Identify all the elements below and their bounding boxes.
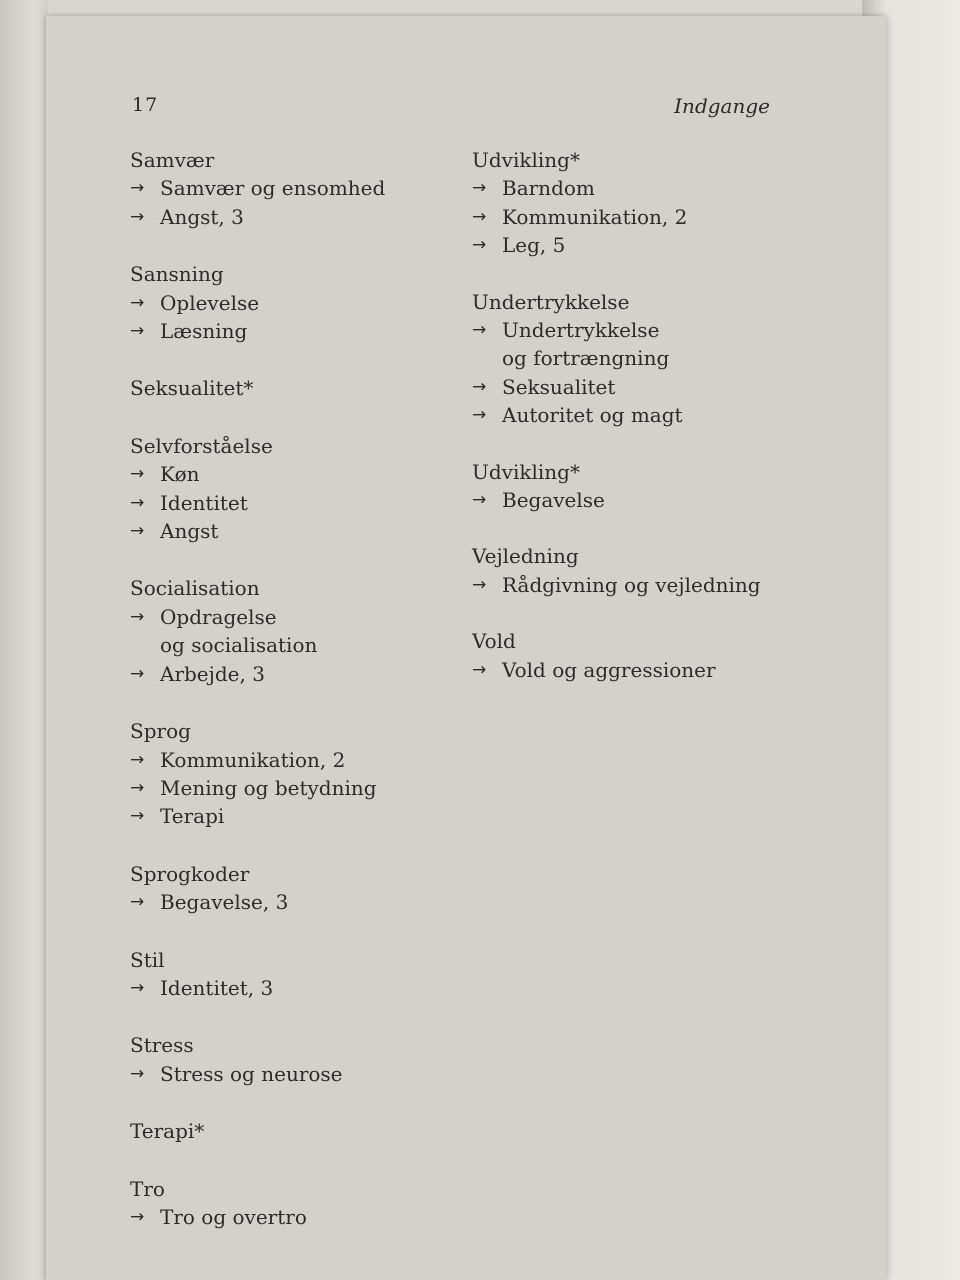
cross-reference bbox=[472, 373, 802, 401]
index-entry bbox=[130, 717, 460, 831]
book-page bbox=[46, 16, 886, 1280]
arrow-right-icon: → bbox=[472, 235, 487, 256]
cross-reference bbox=[130, 317, 460, 345]
cross-reference bbox=[130, 603, 460, 631]
cross-reference-text: Terapi bbox=[160, 804, 225, 829]
cross-reference-continuation: og fortrængning bbox=[502, 346, 670, 371]
index-column-left bbox=[130, 146, 460, 1260]
index-term: Stress bbox=[130, 1033, 194, 1058]
cross-reference-text: Kommunikation, 2 bbox=[502, 204, 688, 229]
index-term: Sprog bbox=[130, 719, 191, 744]
cross-reference bbox=[130, 888, 460, 916]
index-term: Udvikling* bbox=[472, 459, 580, 484]
cross-reference bbox=[130, 802, 460, 830]
cross-reference bbox=[472, 571, 802, 599]
arrow-right-icon: → bbox=[472, 405, 487, 426]
index-entry bbox=[472, 627, 802, 684]
cross-reference-text: Læsning bbox=[160, 319, 248, 344]
arrow-right-icon: → bbox=[130, 178, 145, 199]
cross-reference-text: Undertrykkelse bbox=[502, 318, 660, 343]
index-term: Sansning bbox=[130, 262, 224, 287]
arrow-right-icon: → bbox=[130, 492, 145, 513]
cross-reference-continuation: og socialisation bbox=[160, 633, 318, 658]
cross-reference bbox=[130, 1203, 460, 1231]
cross-reference-text: Barndom bbox=[502, 176, 595, 201]
index-entry bbox=[130, 374, 460, 402]
index-entry bbox=[472, 458, 802, 515]
index-term: Socialisation bbox=[130, 576, 260, 601]
arrow-right-icon: → bbox=[130, 977, 145, 998]
cross-reference bbox=[472, 401, 802, 429]
cross-reference-text: Begavelse, 3 bbox=[160, 890, 289, 915]
arrow-right-icon: → bbox=[130, 777, 145, 798]
arrow-right-icon: → bbox=[130, 1206, 145, 1227]
cross-reference bbox=[130, 289, 460, 317]
index-entry bbox=[130, 946, 460, 1003]
cross-reference bbox=[472, 486, 802, 514]
index-term: Selvforståelse bbox=[130, 433, 273, 458]
index-term: Seksualitet* bbox=[130, 376, 254, 401]
cross-reference-text: Identitet bbox=[160, 490, 248, 515]
index-entry bbox=[130, 1175, 460, 1232]
index-entry bbox=[130, 574, 460, 688]
arrow-right-icon: → bbox=[472, 659, 487, 680]
cross-reference-text: Rådgivning og vejledning bbox=[502, 572, 761, 597]
cross-reference bbox=[130, 1060, 460, 1088]
index-column-right bbox=[472, 146, 802, 712]
arrow-right-icon: → bbox=[130, 1063, 145, 1084]
cross-reference bbox=[130, 174, 460, 202]
cross-reference-text: Angst, 3 bbox=[160, 204, 244, 229]
cross-reference-text: Seksualitet bbox=[502, 374, 616, 399]
index-term: Tro bbox=[130, 1176, 165, 1201]
cross-reference-text: Køn bbox=[160, 462, 200, 487]
index-term: Vejledning bbox=[472, 544, 579, 569]
arrow-right-icon: → bbox=[130, 292, 145, 313]
index-entry bbox=[130, 1117, 460, 1145]
cross-reference-text: Kommunikation, 2 bbox=[160, 747, 346, 772]
index-term: Terapi* bbox=[130, 1119, 205, 1144]
cross-reference bbox=[130, 974, 460, 1002]
cross-reference bbox=[472, 316, 802, 344]
cross-reference-text: Samvær og ensomhed bbox=[160, 176, 386, 201]
cross-reference-text: Arbejde, 3 bbox=[160, 661, 265, 686]
cross-reference bbox=[130, 660, 460, 688]
cross-reference bbox=[130, 517, 460, 545]
index-entry bbox=[472, 288, 802, 430]
arrow-right-icon: → bbox=[472, 376, 487, 397]
index-term: Stil bbox=[130, 947, 165, 972]
arrow-right-icon: → bbox=[130, 806, 145, 827]
arrow-right-icon: → bbox=[130, 321, 145, 342]
cross-reference bbox=[130, 460, 460, 488]
arrow-right-icon: → bbox=[472, 320, 487, 341]
cross-reference bbox=[472, 656, 802, 684]
cross-reference-text: Stress og neurose bbox=[160, 1061, 343, 1086]
index-entry bbox=[472, 542, 802, 599]
cross-reference-text: Opdragelse bbox=[160, 604, 277, 629]
cross-reference bbox=[472, 231, 802, 259]
arrow-right-icon: → bbox=[472, 490, 487, 511]
cross-reference bbox=[472, 174, 802, 202]
background-left bbox=[0, 0, 48, 1280]
index-entry bbox=[130, 1031, 460, 1088]
cross-reference-text: Oplevelse bbox=[160, 290, 260, 315]
cross-reference-text: Tro og overtro bbox=[160, 1204, 307, 1229]
cross-reference bbox=[130, 746, 460, 774]
cross-reference bbox=[130, 489, 460, 517]
arrow-right-icon: → bbox=[472, 178, 487, 199]
cross-reference bbox=[130, 203, 460, 231]
arrow-right-icon: → bbox=[472, 574, 487, 595]
cross-reference-text: Vold og aggressioner bbox=[502, 657, 716, 682]
index-entry bbox=[472, 146, 802, 260]
cross-reference-text: Autoritet og magt bbox=[502, 403, 683, 428]
arrow-right-icon: → bbox=[130, 749, 145, 770]
cross-reference-text: Mening og betydning bbox=[160, 775, 377, 800]
arrow-right-icon: → bbox=[130, 892, 145, 913]
index-term: Sprogkoder bbox=[130, 861, 250, 886]
cross-reference bbox=[472, 203, 802, 231]
cross-reference bbox=[130, 774, 460, 802]
index-entry bbox=[130, 260, 460, 345]
arrow-right-icon: → bbox=[130, 206, 145, 227]
arrow-right-icon: → bbox=[130, 606, 145, 627]
index-term: Udvikling* bbox=[472, 148, 580, 172]
index-term: Undertrykkelse bbox=[472, 289, 630, 314]
cross-reference-text: Leg, 5 bbox=[502, 233, 566, 258]
cross-reference-text: Identitet, 3 bbox=[160, 975, 274, 1000]
index-entry bbox=[130, 432, 460, 546]
running-title: Indgange bbox=[674, 94, 770, 118]
cross-reference-text: Angst bbox=[160, 519, 219, 544]
index-term: Vold bbox=[472, 629, 516, 654]
index-entry bbox=[130, 860, 460, 917]
arrow-right-icon: → bbox=[130, 464, 145, 485]
arrow-right-icon: → bbox=[472, 206, 487, 227]
cross-reference-text: Begavelse bbox=[502, 488, 605, 513]
page-number: 17 bbox=[132, 94, 159, 116]
arrow-right-icon: → bbox=[130, 663, 145, 684]
index-term: Samvær bbox=[130, 148, 215, 172]
index-entry bbox=[130, 146, 460, 231]
arrow-right-icon: → bbox=[130, 521, 145, 542]
